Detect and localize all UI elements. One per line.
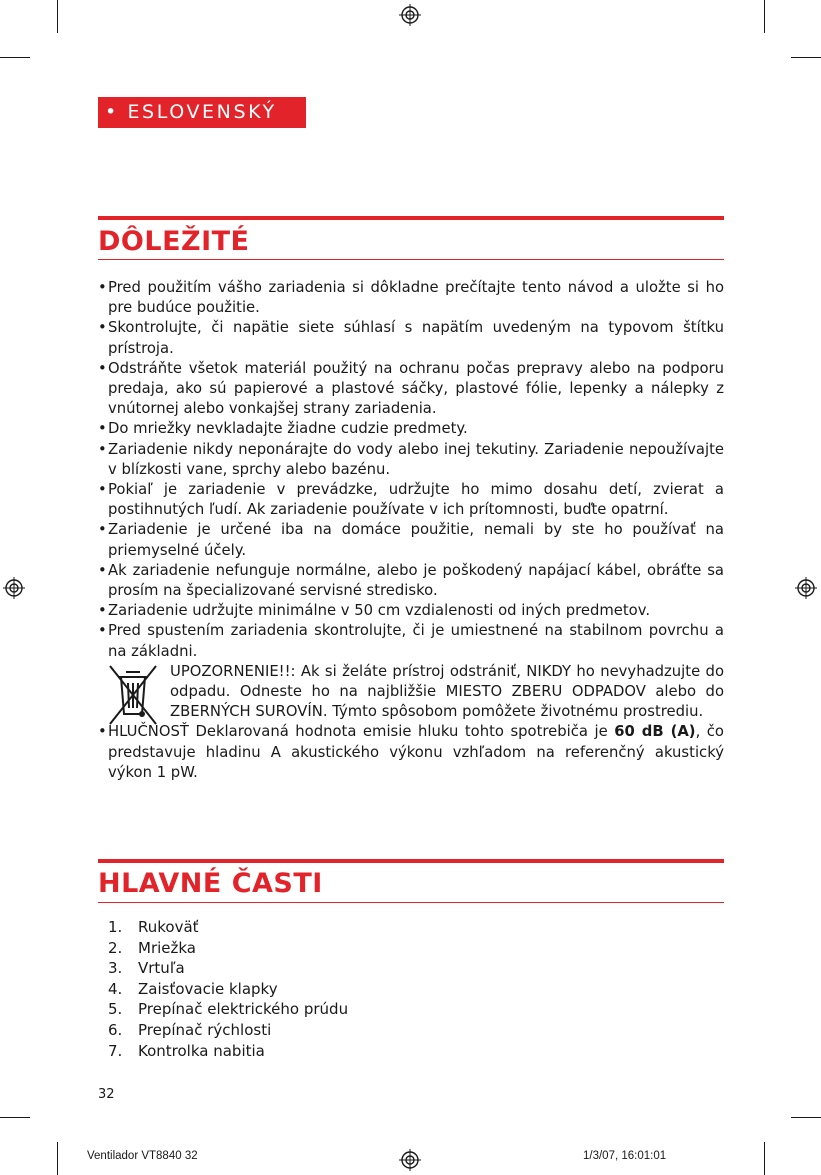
list-item — [108, 1041, 348, 1062]
list-item — [108, 917, 348, 938]
crop-mark — [0, 57, 30, 58]
item-number: 6. — [108, 1020, 123, 1039]
noise-item — [98, 722, 724, 783]
item-number: 4. — [108, 979, 123, 998]
list-item: • Pred spustením zariadenia skontrolujte, či je umiestnené na stabilnom povrchu a na základni. — [98, 621, 724, 661]
item-number: 7. — [108, 1041, 123, 1060]
disposal-warning — [98, 662, 724, 723]
item-label: Prepínač rýchlosti — [138, 1020, 272, 1039]
section-rule — [98, 216, 724, 220]
crossed-bin-icon — [106, 664, 160, 728]
crop-mark — [0, 1117, 30, 1118]
item-number: 3. — [108, 959, 123, 978]
item-label: Mriežka — [138, 938, 196, 957]
crop-mark — [791, 57, 821, 58]
crop-mark — [764, 0, 765, 33]
language-tab: • ESLOVENSKÝ — [98, 97, 306, 128]
list-item: • Pred použitím vášho zariadenia si dôkladne prečítajte tento návod a uložte si ho pre budúce použitie. — [98, 278, 724, 318]
list-item: • Odstráňte všetok materiál použitý na ochranu počas prepravy alebo na podporu predaja, ako sú papierové a plastové sáčky, plastové fólie, lepenky a nálepky z vnútornej alebo vonkajšej strany zariadenia. — [98, 359, 724, 420]
crop-mark — [57, 0, 58, 33]
section-rule — [98, 859, 724, 863]
item-label: Rukoväť — [138, 918, 199, 936]
item-label: Zaisťovacie klapky — [138, 979, 278, 998]
list-item: • Skontrolujte, či napätie siete súhlasí s napätím uvedeným na typovom štítku prístroja. — [98, 318, 724, 358]
list-item — [108, 958, 348, 979]
section-underline — [98, 902, 724, 903]
main-parts-title: HLAVNÉ ČASTI — [98, 868, 323, 899]
item-number: 1. — [108, 918, 123, 936]
warning-text: UPOZORNENIE!!: Ak si želáte prístroj odstrániť, NIKDY ho nevyhadzujte do odpadu. Odneste ho na najbližšie MIESTO ZBERU ODPADOV alebo do ZBERNÝCH SUROVÍN. Týmto spôsobom pomôžete životnému prostrediu. — [170, 662, 724, 721]
list-item: • Zariadenie udržujte minimálne v 50 cm vzdialenosti od iných predmetov. — [98, 601, 724, 621]
parts-list — [108, 917, 348, 1061]
crop-mark — [791, 1117, 821, 1118]
list-item: • Do mriežky nevkladajte žiadne cudzie predmety. — [98, 419, 724, 439]
item-label: Kontrolka nabitia — [138, 1041, 265, 1060]
important-list — [98, 278, 724, 783]
registration-mark-icon — [3, 577, 25, 599]
item-number: 5. — [108, 1000, 123, 1019]
list-item — [108, 979, 348, 1000]
page-number: 32 — [98, 1087, 115, 1102]
noise-suffix: , čo predstavuje hladinu A akustického výkonu vzhľadom na referenčný akustický výkon 1 pW. — [108, 723, 724, 781]
registration-mark-icon — [399, 4, 421, 26]
important-title: DÔLEŽITÉ — [98, 226, 250, 257]
item-label: Prepínač elektrického prúdu — [138, 1000, 349, 1019]
list-item: • Pokiaľ je zariadenie v prevádzke, udržujte ho mimo dosahu detí, zvierat a postihnutých ľudí. Ak zariadenie používate v ich prítomnosti, buďte opatrní. — [98, 480, 724, 520]
list-item — [108, 938, 348, 959]
section-underline — [98, 259, 724, 260]
footer-right: 1/3/07, 16:01:01 — [583, 1150, 667, 1162]
list-item: • Zariadenie nikdy neponárajte do vody alebo inej tekutiny. Zariadenie nepoužívajte v blízkosti vane, sprchy alebo bazénu. — [98, 440, 724, 480]
noise-value: 60 dB (A) — [614, 723, 696, 741]
item-number: 2. — [108, 938, 123, 957]
list-item — [108, 1020, 348, 1041]
footer-left: Ventilador VT8840 32 — [87, 1150, 198, 1162]
crop-mark — [764, 1142, 765, 1175]
crop-mark — [57, 1142, 58, 1175]
list-item: • Ak zariadenie nefunguje normálne, alebo je poškodený napájací kábel, obráťte sa prosím na špecializované servisné stredisko. — [98, 561, 724, 601]
list-item: • Zariadenie je určené iba na domáce použitie, nemali by ste ho používať na priemyselné účely. — [98, 520, 724, 560]
registration-mark-icon — [399, 1149, 421, 1171]
noise-prefix: HLUČNOSŤ Deklarovaná hodnota emisie hluku tohto spotrebiča je — [108, 723, 615, 741]
registration-mark-icon — [795, 577, 817, 599]
list-item — [108, 999, 348, 1020]
item-label: Vrtuľa — [138, 959, 185, 978]
